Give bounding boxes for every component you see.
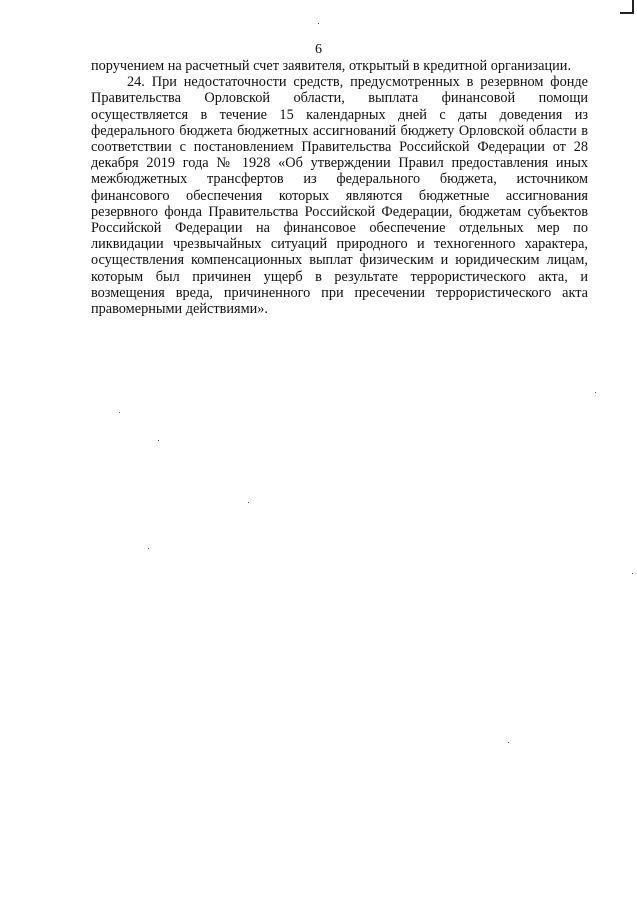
document-body	[91, 58, 588, 317]
scan-speck	[119, 412, 120, 413]
scan-speck	[158, 440, 159, 441]
scan-speck	[632, 573, 633, 574]
page-number: 6	[315, 42, 322, 57]
scan-speck	[508, 742, 509, 743]
scan-speck	[248, 502, 249, 503]
scan-corner-mark	[620, 0, 634, 14]
scan-speck	[595, 392, 596, 393]
scan-speck	[148, 548, 149, 549]
paragraph-item-24: 24. При недостаточности средств, предусмотренных в резервном фонде Правительства Орловской области, выплата финансовой помощи осуществляется в течение 15 календарных дней с даты доведения из федерального бюджета бюджетных ассигнований бюджету Орловской области в соответствии с постановлением Правительства Российской Федерации от 28 декабря 2019 года № 1928 «Об утверждении Правил предоставления иных межбюджетных трансфертов из федерального бюджета, источником финансового обеспечения которых являются бюджетные ассигнования резервного фонда Правительства Российской Федерации, бюджетам субъектов Российской Федерации на финансовое обеспечение отдельных мер по ликвидации чрезвычайных ситуаций природного и техногенного характера, осуществления компенсационных выплат физическим и юридическим лицам, которым был причинен ущерб в результате террористического акта, и возмещения вреда, причиненного при пресечении террористического акта правомерными действиями».	[91, 74, 588, 318]
scan-speck	[318, 23, 319, 24]
paragraph-continuation: поручением на расчетный счет заявителя, открытый в кредитной организации.	[91, 58, 572, 74]
